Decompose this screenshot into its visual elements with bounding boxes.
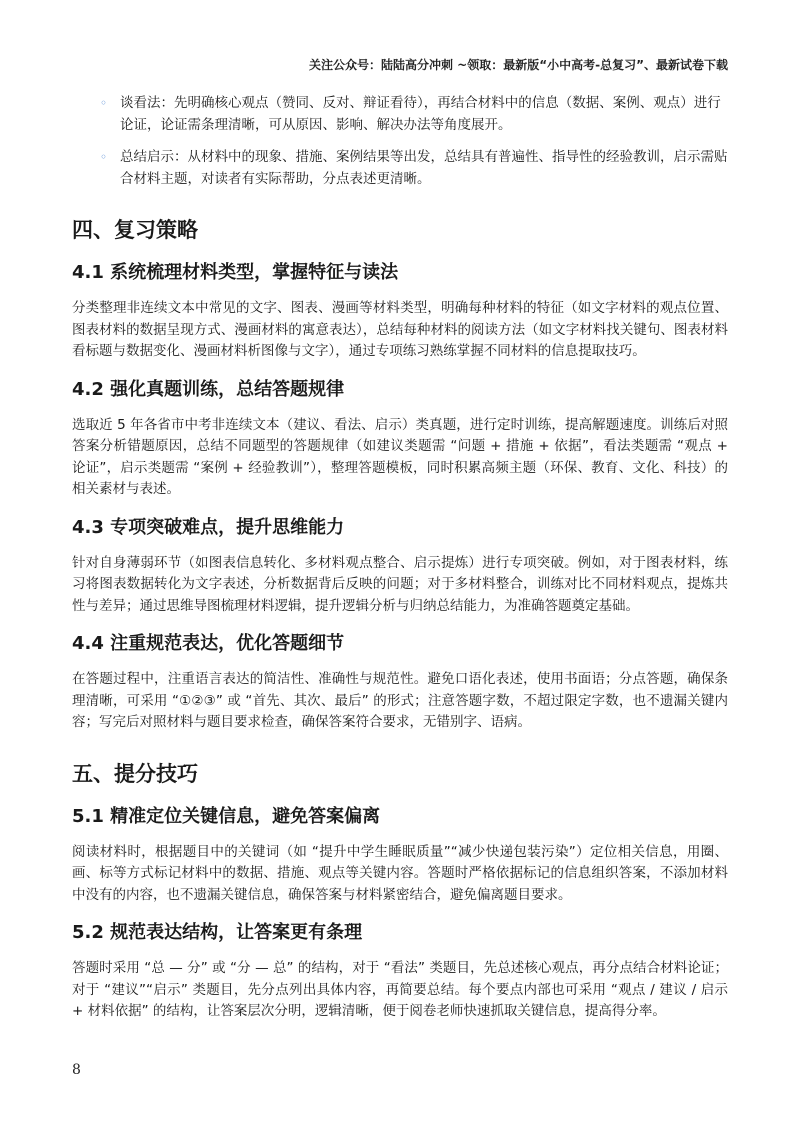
bullet-text: 谈看法：先明确核心观点（赞同、反对、辩证看待），再结合材料中的信息（数据、案例、观点）进行论证，论证需条理清晰，可从原因、影响、解决办法等角度展开。: [120, 95, 721, 133]
bullet-text: 总结启示：从材料中的现象、措施、案例结果等出发，总结具有普遍性、指导性的经验教训，启示需贴合材料主题，对读者有实际帮助，分点表述更清晰。: [120, 149, 728, 187]
subsection-title-4-3: 4.3 专项突破难点，提升思维能力: [72, 516, 345, 538]
subsection-title-5-1: 5.1 精准定位关键信息，避免答案偏离: [72, 805, 381, 827]
paragraph-4-2: 选取近 5 年各省市中考非连续文本（建议、看法、启示）类真题，进行定时训练，提高解题速度。训练后对照答案分析错题原因，总结不同题型的答题规律（如建议类题需 “问题 + 措施 + 依据”，看法类题需 “观点 + 论证”，启示类题需 “案例 + 经验教训”），整理答题模板，同时积累高频主题（环保、教育、文化、科技）的相关素材与表述。: [72, 416, 728, 497]
subsection-title-5-2: 5.2 规范表达结构，让答案更有条理: [72, 922, 363, 943]
page-number: 8: [72, 1062, 81, 1078]
paragraph-4-1: 分类整理非连续文本中常见的文字、图表、漫画等材料类型，明确每种材料的特征（如文字材料的观点位置、图表材料的数据呈现方式、漫画材料的寓意表达），总结每种材料的阅读方法（如文字材料找关键句、图表材料看标题与数据变化、漫画材料析图像与文字），通过专项练习熟练掌握不同材料的信息提取技巧。: [72, 300, 728, 359]
subsection-title-4-2: 4.2 强化真题训练，总结答题规律: [72, 378, 345, 400]
section-title-score-tips: 五、提分技巧: [72, 761, 198, 786]
document-body: [72, 92, 728, 1037]
paragraph-4-3: 针对自身薄弱环节（如图表信息转化、多材料观点整合、启示提炼）进行专项突破。例如，对于图表材料，练习将图表数据转化为文字表述，分析数据背后反映的问题；对于多材料整合，训练对比不同材料观点，提炼共性与差异；通过思维导图梳理材料逻辑，提升逻辑分析与归纳总结能力，为准确答题奠定基础。: [72, 554, 728, 614]
subsection-title-4-4: 4.4 注重规范表达，优化答题细节: [72, 633, 345, 654]
paragraph-5-2: 答题时采用 “总 — 分” 或 “分 — 总” 的结构，对于 “看法” 类题目，先总述核心观点，再分点结合材料论证；对于 “建议”“启示” 类题目，先分点列出具体内容，再简要总结。每个要点内部也可采用 “观点 / 建议 / 启示 + 材料依据” 的结构，让答案层次分明，逻辑清晰，便于阅卷老师快速抓取关键信息，提高得分率。: [72, 960, 728, 1019]
paragraph-5-1: 阅读材料时，根据题目中的关键词（如 “提升中学生睡眠质量”“减少快递包装污染”）定位相关信息，用圈、画、标等方式标记材料中的数据、措施、观点等关键内容。答题时严格依据标记的信息组织答案，不添加材料中没有的内容，也不遗漏关键信息，确保答案与材料紧密结合，避免偏离题目要求。: [72, 843, 728, 903]
bullet-item-opinion: [72, 92, 728, 136]
bullet-list: [72, 92, 728, 190]
bullet-item-inspiration: [72, 146, 728, 190]
bullet-circle-icon: ◦: [100, 96, 108, 110]
bullet-circle-icon: ◦: [100, 150, 108, 164]
page-header: 关注公众号：陆陆高分冲刺 ~领取：最新版“小中高考-总复习”、最新试卷下载: [309, 58, 728, 72]
section-title-review-strategy: 四、复习策略: [72, 218, 198, 242]
subsection-title-4-1: 4.1 系统梳理材料类型，掌握特征与读法: [72, 262, 399, 283]
paragraph-4-4: 在答题过程中，注重语言表达的简洁性、准确性与规范性。避免口语化表述，使用书面语；分点答题，确保条理清晰，可采用 “①②③” 或 “首先、其次、最后” 的形式；注意答题字数，不超过限定字数，也不遗漏关键内容；写完后对照材料与题目要求检查，确保答案符合要求，无错别字、语病。: [72, 671, 728, 730]
